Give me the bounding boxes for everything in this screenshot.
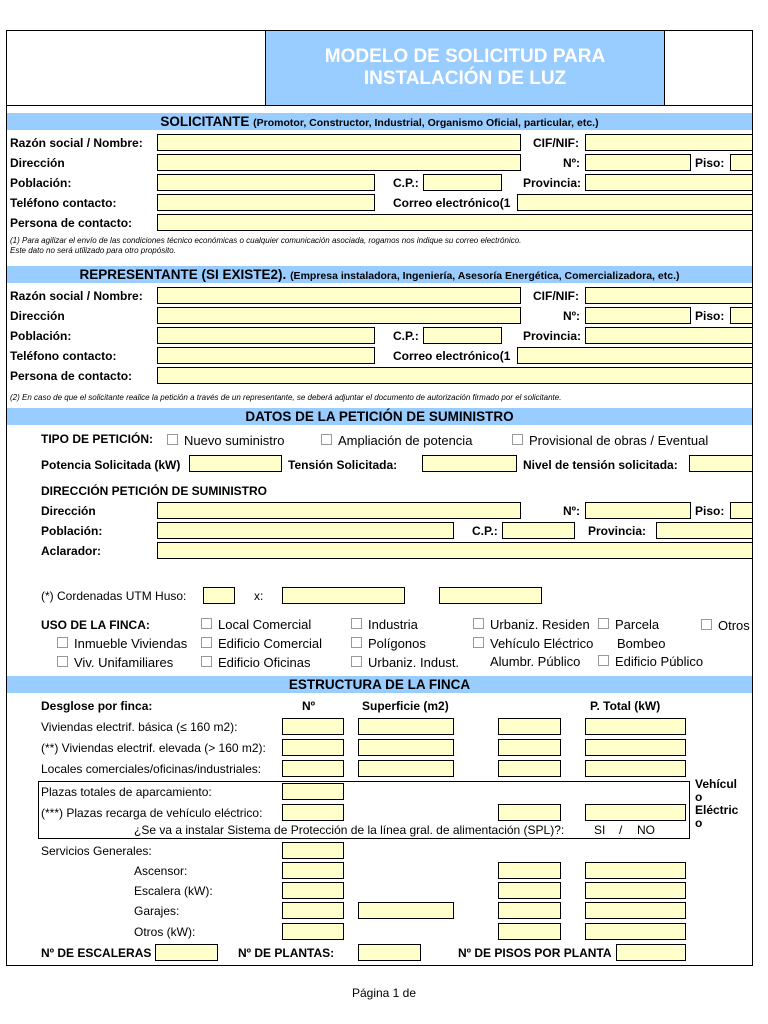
rep-poblacion-label: Población: [10,329,72,343]
potencia-label: Potencia Solicitada (kW) [41,458,181,472]
pet-poblacion-label: Población: [41,524,103,538]
direccion-peticion-title: DIRECCIÓN PETICIÓN DE SUMINISTRO [41,484,268,498]
aclarador-label: Aclarador: [41,544,102,558]
n-plantas-label: Nº DE PLANTAS: [238,946,335,960]
sol-razon-label: Razón social / Nombre: [10,136,143,150]
uso-viv-unifamiliares[interactable]: Viv. Unifamiliares [57,655,173,671]
uso-otros[interactable]: Otros [701,618,750,634]
sol-num-label: Nº: [563,156,581,170]
uso-bombeo[interactable]: Bombeo [617,636,666,651]
coordenadas-label: (*) Cordenadas UTM Huso: [41,589,187,603]
escalera-label: Escalera (kW): [134,884,213,898]
uso-urbaniz-indust[interactable]: Urbaniz. Indust. [351,655,459,671]
pet-num-label: Nº: [563,504,581,518]
peticion-band: DATOS DE LA PETICIÓN DE SUMINISTRO [7,408,752,425]
uso-edificio-comercial[interactable]: Edificio Comercial [201,636,322,652]
rep-telefono-label: Teléfono contacto: [10,349,117,363]
uso-urbaniz-residen[interactable]: Urbaniz. Residen [473,617,590,633]
uso-edificio-oficinas[interactable]: Edificio Oficinas [201,655,310,671]
pet-piso-label: Piso: [695,504,725,518]
uso-inmueble-viviendas[interactable]: Inmueble Viviendas [57,636,187,652]
sol-cp-label: C.P.: [393,176,419,190]
uso-alumbr-publico[interactable]: Alumbr. Público [490,654,581,669]
rep-provincia-label: Provincia: [523,329,582,343]
solicitante-band: SOLICITANTE (Promotor, Constructor, Industrial, Organismo Oficial, particular, etc.) [7,113,752,130]
spl-slash: / [619,823,623,837]
col-total-header: P. Total (kW) [590,699,661,713]
sol-piso-label: Piso: [695,156,725,170]
rep-correo-label: Correo electrónico(1 [393,349,511,363]
coord-x-label: x: [254,589,264,603]
uso-finca-label: USO DE LA FINCA: [41,618,150,632]
sol-poblacion-label: Población: [10,176,72,190]
pet-cp-label: C.P.: [472,524,498,538]
sol-provincia-label: Provincia: [523,176,582,190]
sol-persona-label: Persona de contacto: [10,216,133,230]
sol-cif-label: CIF/NIF: [533,136,579,150]
recarga-label: (***) Plazas recarga de vehículo eléctrico: [41,806,263,820]
uso-edificio-publico[interactable]: Edificio Público [598,654,703,670]
rep-persona-label: Persona de contacto: [10,369,133,383]
tipo-provisional-option[interactable]: Provisional de obras / Eventual [512,433,708,449]
page-footer: Página 1 de [351,986,417,1000]
sol-direccion-label: Dirección [10,156,65,170]
uso-poligonos[interactable]: Polígonos [351,636,426,652]
rep-direccion-label: Dirección [10,309,65,323]
spl-si[interactable]: SI [594,823,606,837]
uso-parcela[interactable]: Parcela [598,617,659,633]
col-superficie-header: Superficie (m2) [362,699,449,713]
sol-note: (1) Para agilizar el envío de las condiciones técnico económicas o cualquier comunicación asociada, rogamos nos indique su correo electrónico. Este dato no será utilizado para otro propósito. [10,236,522,255]
estructura-band: ESTRUCTURA DE LA FINCA [7,676,752,693]
desglose-label: Desglose por finca: [41,699,153,713]
rep-cp-label: C.P.: [393,329,419,343]
n-escaleras-label: Nº DE ESCALERAS [41,946,152,960]
pet-direccion-label: Dirección [41,504,96,518]
uso-industria[interactable]: Industria [351,617,418,633]
tipo-ampliacion-option[interactable]: Ampliación de potencia [321,433,472,449]
rep-piso-label: Piso: [695,309,725,323]
servicios-label: Servicios Generales: [41,844,152,858]
nivel-tension-label: Nivel de tensión solicitada: [523,458,678,472]
garajes-label: Garajes: [134,904,180,918]
vehiculo-electrico-label: Vehícul o Eléctric o [695,777,739,830]
form-frame [6,30,753,966]
tipo-peticion-label: TIPO DE PETICIÓN: [41,432,154,446]
pet-provincia-label: Provincia: [588,524,647,538]
rep-cif-label: CIF/NIF: [533,289,579,303]
sol-correo-label: Correo electrónico(1 [393,196,511,210]
uso-local-comercial[interactable]: Local Comercial [201,617,311,633]
plazas-label: Plazas totales de aparcamiento: [41,785,212,799]
tension-label: Tensión Solicitada: [288,458,398,472]
sol-telefono-label: Teléfono contacto: [10,196,117,210]
viv-basica-label: Viviendas electrif. básica (≤ 160 m2): [41,720,238,734]
col-n-header: Nº [302,699,316,713]
otros-label: Otros (kW): [134,925,196,939]
representante-band: REPRESENTANTE (SI EXISTE2). (Empresa instaladora, Ingeniería, Asesoría Energética, Comercializadora, etc.) [7,266,752,283]
n-pisos-label: Nº DE PISOS POR PLANTA [458,946,612,960]
rep-note: (2) En caso de que el solicitante realice la petición a través de un representante, se deberá adjuntar el documento de autorización firmado por el solicitante. [10,393,562,402]
rep-num-label: Nº: [563,309,581,323]
form-title: MODELO DE SOLICITUD PARA INSTALACIÓN DE LUZ [265,31,665,105]
tipo-nuevo-option[interactable]: Nuevo suministro [167,433,284,449]
locales-label: Locales comerciales/oficinas/industriales: [41,762,262,776]
viv-elevada-label: (**) Viviendas electrif. elevada (> 160 m2): [41,741,266,755]
ascensor-label: Ascensor: [134,864,188,878]
spl-question: ¿Se va a instalar Sistema de Protección de la línea gral. de alimentación (SPL)?: [134,823,565,837]
rep-razon-label: Razón social / Nombre: [10,289,143,303]
uso-vehiculo-electrico[interactable]: Vehículo Eléctrico [473,636,593,652]
spl-no[interactable]: NO [637,823,655,837]
